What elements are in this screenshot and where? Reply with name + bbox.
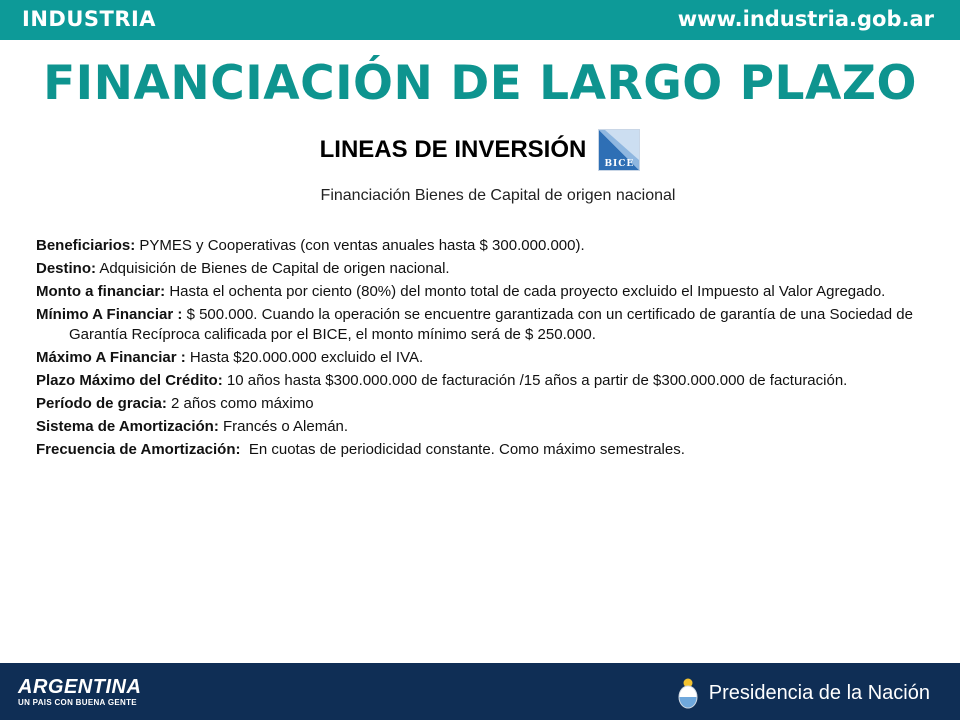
coat-of-arms-icon: [677, 677, 699, 709]
list-item: [36, 417, 936, 437]
list-item: [36, 259, 936, 279]
list-item: [36, 348, 936, 368]
item-label: Máximo A Financiar :: [36, 349, 186, 366]
item-label: Sistema de Amortización:: [36, 418, 219, 435]
item-text: Francés o Alemán.: [218, 418, 349, 435]
item-text: $ 500.000. Cuando la operación se encuentre garantizada con un certificado de garantía de una Sociedad de Garantía Recíproca calificada por el BICE, el monto mínimo será de $ 250.000.: [69, 306, 913, 343]
footer-bar: [0, 663, 960, 720]
page-title: FINANCIACIÓN DE LARGO PLAZO: [43, 56, 917, 111]
list-item: [36, 305, 936, 345]
site-url[interactable]: www.industria.gob.ar: [677, 7, 934, 31]
list-item: [36, 236, 936, 256]
section-heading: Financiación Bienes de Capital de origen nacional: [320, 187, 676, 204]
presidencia-text: Presidencia de la Nación: [708, 681, 930, 704]
item-label: Plazo Máximo del Crédito:: [36, 372, 223, 389]
header-bar: [0, 0, 960, 40]
item-label: Período de gracia:: [36, 395, 167, 412]
argentina-logo-tagline: UN PAIS CON BUENA GENTE: [18, 698, 137, 707]
item-text: PYMES y Cooperativas (con ventas anuales hasta $ 300.000.000).: [135, 237, 585, 254]
item-label: Beneficiarios:: [36, 237, 136, 254]
argentina-logo-title: ARGENTINA: [18, 676, 142, 698]
item-label: Destino:: [36, 260, 96, 277]
subtitle: LINEAS DE INVERSIÓN: [319, 136, 587, 163]
item-label: Monto a financiar:: [36, 283, 166, 300]
list-item: [36, 394, 936, 414]
list-item: [36, 282, 936, 302]
bice-logo-text: BICE: [604, 159, 635, 169]
item-text: Hasta el ochenta por ciento (80%) del monto total de cada proyecto excluido el Impuesto al Valor Agregado.: [165, 283, 886, 300]
list-item: [36, 371, 936, 391]
item-text: Hasta $20.000.000 excluido el IVA.: [185, 349, 424, 366]
item-text: 10 años hasta $300.000.000 de facturación /15 años a partir de $300.000.000 de facturación.: [222, 372, 848, 389]
subtitle-row: [0, 128, 960, 172]
list-item: [36, 440, 936, 460]
item-text: 2 años como máximo: [166, 395, 314, 412]
details-list: [36, 236, 936, 463]
item-text: Adquisición de Bienes de Capital de origen nacional.: [96, 260, 450, 277]
presidencia-logo: [677, 677, 930, 709]
brand-label: INDUSTRIA: [22, 7, 157, 31]
item-text: En cuotas de periodicidad constante. Como máximo semestrales.: [240, 441, 685, 458]
item-label: Frecuencia de Amortización:: [36, 441, 241, 458]
bice-logo-icon: [598, 129, 640, 171]
item-label: Mínimo A Financiar :: [36, 306, 183, 323]
argentina-logo: [18, 677, 141, 708]
